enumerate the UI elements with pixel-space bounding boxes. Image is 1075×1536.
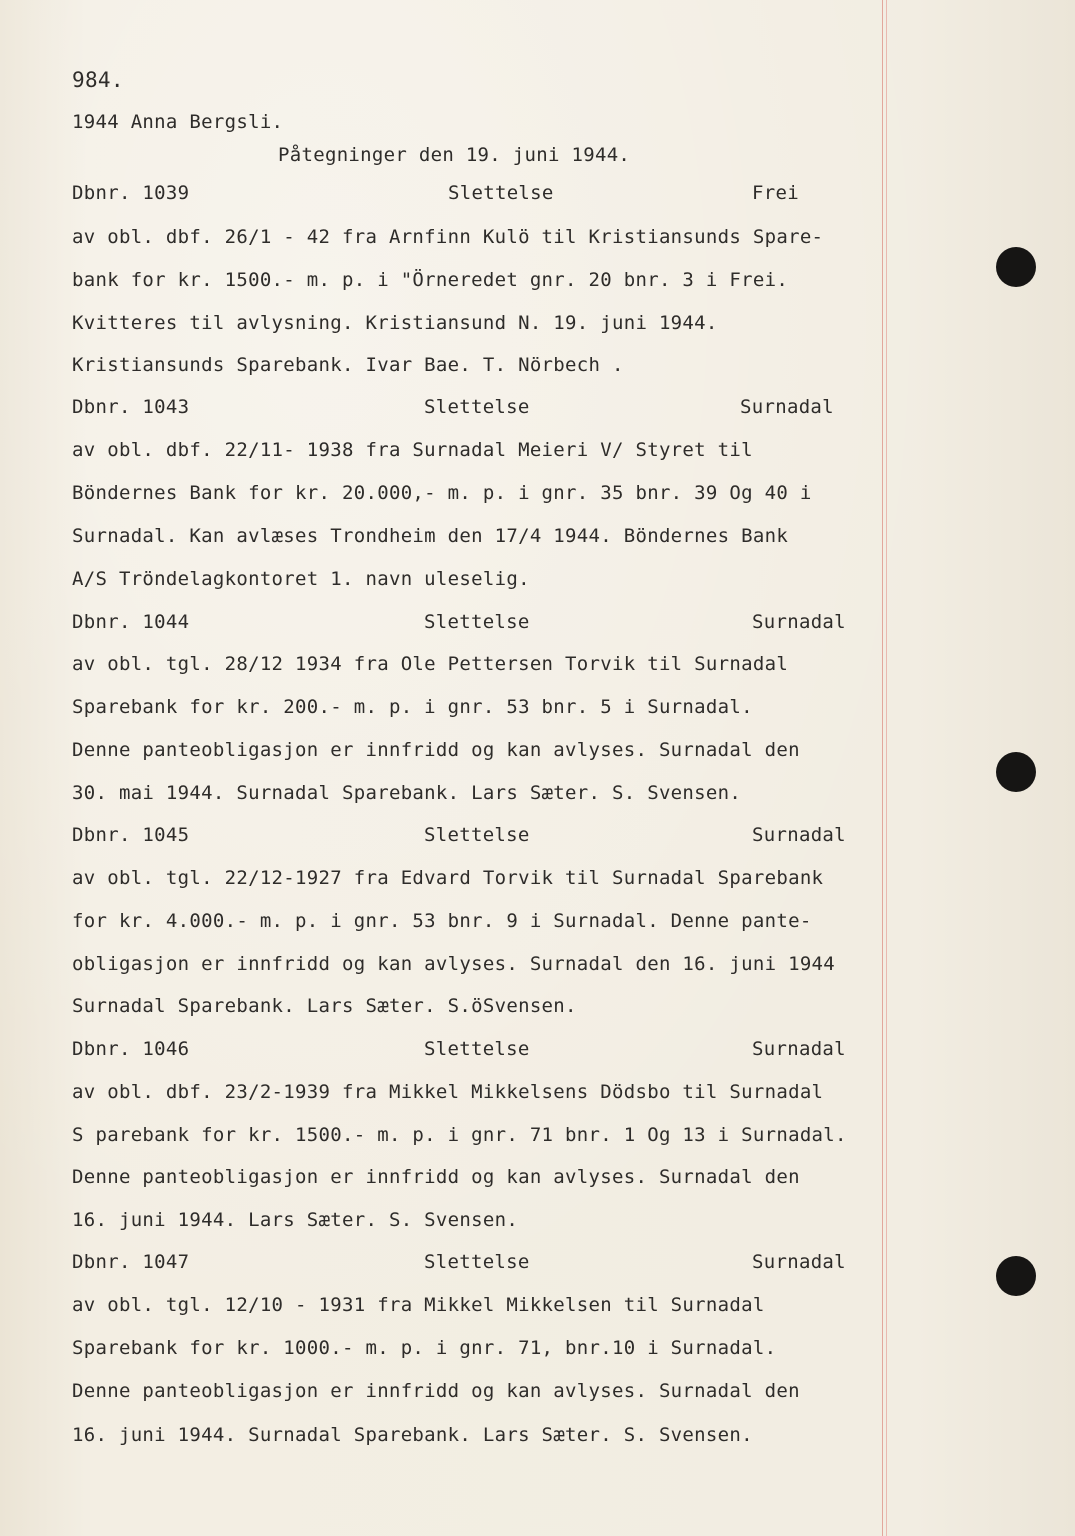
entry-type: Slettelse	[424, 824, 530, 846]
entry-type: Slettelse	[424, 1251, 530, 1273]
entry-text-line: Surnadal Sparebank. Lars Sæter. S.öSvensen.	[72, 995, 577, 1017]
entry-text-line: S parebank for kr. 1500.- m. p. i gnr. 71 bnr. 1 Og 13 i Surnadal.	[72, 1124, 847, 1146]
entry-dbnr: Dbnr. 1044	[72, 611, 190, 633]
entry-text-line: av obl. dbf. 22/11- 1938 fra Surnadal Meieri V/ Styret til	[72, 439, 753, 461]
entry-text-line: av obl. dbf. 26/1 - 42 fra Arnfinn Kulö til Kristiansunds Spare-	[72, 226, 824, 248]
entry-text-line: av obl. tgl. 22/12-1927 fra Edvard Torvik til Surnadal Sparebank	[72, 867, 824, 889]
header-line: 1944 Anna Bergsli.	[72, 111, 284, 133]
red-margin-line-inner	[886, 0, 887, 1536]
entry-type: Slettelse	[424, 611, 530, 633]
entry-text-line: av obl. tgl. 12/10 - 1931 fra Mikkel Mikkelsen til Surnadal	[72, 1294, 765, 1316]
entry-type: Slettelse	[448, 182, 554, 204]
entry-text-line: A/S Tröndelagkontoret 1. navn uleselig.	[72, 568, 530, 590]
entry-text-line: Sparebank for kr. 1000.- m. p. i gnr. 71, bnr.10 i Surnadal.	[72, 1337, 777, 1359]
subheader: Påtegninger den 19. juni 1944.	[278, 144, 631, 166]
entry-place: Frei	[752, 182, 799, 204]
entry-dbnr: Dbnr. 1043	[72, 396, 190, 418]
entry-text-line: Sparebank for kr. 200.- m. p. i gnr. 53 bnr. 5 i Surnadal.	[72, 696, 753, 718]
entry-place: Surnadal	[752, 1251, 846, 1273]
punch-hole-bottom	[996, 1256, 1036, 1296]
entry-text-line: for kr. 4.000.- m. p. i gnr. 53 bnr. 9 i Surnadal. Denne pante-	[72, 910, 812, 932]
entry-text-line: av obl. tgl. 28/12 1934 fra Ole Pettersen Torvik til Surnadal	[72, 653, 789, 675]
entry-text-line: Surnadal. Kan avlæses Trondheim den 17/4 1944. Böndernes Bank	[72, 525, 789, 547]
punch-hole-top	[996, 247, 1036, 287]
entry-dbnr: Dbnr. 1046	[72, 1038, 190, 1060]
entry-place: Surnadal	[740, 396, 834, 418]
entry-text-line: Denne panteobligasjon er innfridd og kan avlyses. Surnadal den	[72, 1380, 800, 1402]
entry-text-line: bank for kr. 1500.- m. p. i "Örneredet gnr. 20 bnr. 3 i Frei.	[72, 269, 789, 291]
entry-dbnr: Dbnr. 1047	[72, 1251, 190, 1273]
page-number: 984.	[72, 68, 124, 92]
punch-hole-middle	[996, 752, 1036, 792]
entry-place: Surnadal	[752, 611, 846, 633]
entry-text-line: 16. juni 1944. Lars Sæter. S. Svensen.	[72, 1209, 519, 1231]
red-margin-line	[882, 0, 883, 1536]
entry-text-line: Böndernes Bank for kr. 20.000,- m. p. i gnr. 35 bnr. 39 Og 40 i	[72, 482, 812, 504]
entry-text-line: Kvitteres til avlysning. Kristiansund N. 19. juni 1944.	[72, 312, 718, 334]
entry-type: Slettelse	[424, 1038, 530, 1060]
entry-dbnr: Dbnr. 1039	[72, 182, 190, 204]
entry-text-line: obligasjon er innfridd og kan avlyses. Surnadal den 16. juni 1944	[72, 953, 836, 975]
entry-text-line: 16. juni 1944. Surnadal Sparebank. Lars Sæter. S. Svensen.	[72, 1424, 753, 1446]
entry-dbnr: Dbnr. 1045	[72, 824, 190, 846]
entry-text-line: av obl. dbf. 23/2-1939 fra Mikkel Mikkelsens Dödsbo til Surnadal	[72, 1081, 824, 1103]
entry-text-line: Denne panteobligasjon er innfridd og kan avlyses. Surnadal den	[72, 1166, 800, 1188]
entry-text-line: Kristiansunds Sparebank. Ivar Bae. T. Nörbech .	[72, 354, 624, 376]
entry-text-line: 30. mai 1944. Surnadal Sparebank. Lars Sæter. S. Svensen.	[72, 782, 742, 804]
entry-place: Surnadal	[752, 824, 846, 846]
entry-place: Surnadal	[752, 1038, 846, 1060]
entry-type: Slettelse	[424, 396, 530, 418]
entry-text-line: Denne panteobligasjon er innfridd og kan avlyses. Surnadal den	[72, 739, 800, 761]
